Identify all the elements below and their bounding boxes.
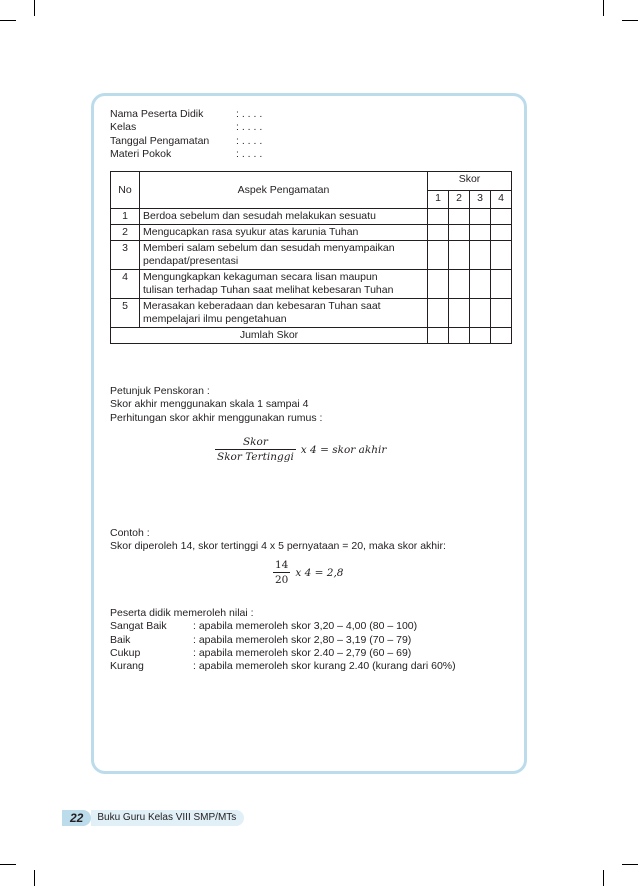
score-cell[interactable]: [428, 299, 449, 328]
score-cell[interactable]: [449, 270, 470, 299]
info-label: Materi Pokok: [110, 147, 172, 160]
info-row: [110, 135, 262, 148]
row-aspek-line: Mengungkapkan kekaguman secara lisan maupun: [143, 271, 378, 283]
table-footer-row: [111, 328, 512, 344]
score-cell[interactable]: [470, 328, 491, 344]
grade-row: [110, 647, 456, 660]
row-aspek-line: Mengucapkan rasa syukur atas karunia Tuhan: [143, 226, 359, 238]
score-cell[interactable]: [428, 328, 449, 344]
row-aspek: [140, 209, 428, 225]
grade-desc: : apabila memeroleh skor 2,80 – 3,19 (70 – 79): [193, 633, 412, 646]
score-col-4: 4: [491, 190, 512, 209]
score-cell[interactable]: [491, 328, 512, 344]
grade-desc: : apabila memeroleh skor 2.40 – 2,79 (60 – 69): [193, 646, 412, 659]
header-skor: Skor: [428, 172, 512, 191]
row-no: 1: [111, 209, 140, 225]
row-no: 5: [111, 299, 140, 328]
score-cell[interactable]: [428, 270, 449, 299]
grades-title: Peserta didik memeroleh nilai :: [110, 607, 254, 619]
row-aspek: [140, 299, 428, 328]
row-aspek-line: Berdoa sebelum dan sesudah melakukan sesuatu: [143, 210, 376, 222]
page-number: 22: [62, 810, 91, 826]
score-cell[interactable]: [470, 299, 491, 328]
crop-mark: [603, 870, 604, 886]
row-aspek-line: pendapat/presentasi: [143, 255, 239, 267]
header-aspek: Aspek Pengamatan: [140, 172, 428, 209]
info-row: [110, 121, 262, 134]
header-no: No: [111, 172, 140, 209]
row-aspek: [140, 270, 428, 299]
formula-denominator: Skor Tertinggi: [217, 451, 294, 463]
grade-row: [110, 660, 456, 673]
grade-row: [110, 634, 456, 647]
instructions-title: Petunjuk Penskoran :: [110, 385, 210, 397]
score-cell[interactable]: [470, 225, 491, 241]
crop-mark: [0, 20, 16, 21]
score-cell[interactable]: [449, 225, 470, 241]
info-label: Tanggal Pengamatan: [110, 134, 210, 147]
info-value: : . . . .: [236, 134, 263, 147]
scoring-instructions: [110, 385, 322, 425]
grade-row: [110, 620, 456, 633]
example-denominator: 20: [275, 574, 289, 586]
row-aspek-line: Memberi salam sebelum dan sesudah menyampaikan: [143, 242, 395, 254]
observation-table: [110, 171, 512, 344]
example-formula: [273, 559, 344, 586]
crop-mark: [603, 0, 604, 16]
score-cell[interactable]: [470, 270, 491, 299]
score-cell[interactable]: [470, 241, 491, 270]
score-cell[interactable]: [491, 270, 512, 299]
crop-mark: [0, 864, 16, 865]
score-cell[interactable]: [449, 299, 470, 328]
score-cell[interactable]: [449, 209, 470, 225]
score-col-3: 3: [470, 190, 491, 209]
row-aspek-line: mempelajari ilmu pengetahuan: [143, 313, 287, 325]
score-col-2: 2: [449, 190, 470, 209]
row-aspek: [140, 241, 428, 270]
row-no: 4: [111, 270, 140, 299]
row-no: 3: [111, 241, 140, 270]
score-cell[interactable]: [449, 328, 470, 344]
grade-label: Baik: [110, 633, 131, 646]
table-row: [111, 241, 512, 270]
crop-mark: [34, 870, 35, 886]
info-value: : . . . .: [236, 147, 263, 160]
row-no: 2: [111, 225, 140, 241]
crop-mark: [622, 864, 638, 865]
crop-mark: [622, 20, 638, 21]
grade-criteria: [110, 607, 456, 673]
example-numerator: 14: [275, 559, 289, 571]
grade-desc: : apabila memeroleh skor 3,20 – 4,00 (80 – 100): [193, 620, 418, 633]
score-cell[interactable]: [428, 225, 449, 241]
row-aspek-line: tulisan terhadap Tuhan saat melihat kebesaran Tuhan: [143, 284, 394, 296]
info-row: [110, 148, 262, 161]
instructions-line: Skor akhir menggunakan skala 1 sampai 4: [110, 398, 309, 411]
grade-label: Cukup: [110, 646, 141, 659]
score-cell[interactable]: [491, 225, 512, 241]
student-info: [110, 108, 262, 161]
score-cell[interactable]: [449, 241, 470, 270]
formula-numerator: Skor: [242, 436, 268, 448]
row-aspek: [140, 225, 428, 241]
score-cell[interactable]: [428, 209, 449, 225]
grade-label: Kurang: [110, 660, 144, 673]
table-row: [111, 209, 512, 225]
example-line: Skor diperoleh 14, skor tertinggi 4 x 5 pernyataan = 20, maka skor akhir:: [110, 540, 446, 553]
crop-mark: [34, 0, 35, 16]
row-aspek-line: Merasakan keberadaan dan kebesaran Tuhan saat: [143, 300, 381, 312]
score-cell[interactable]: [428, 241, 449, 270]
info-value: : . . . .: [236, 121, 263, 134]
grade-label: Sangat Baik: [110, 620, 167, 633]
page-footer: [62, 810, 244, 826]
info-value: : . . . .: [236, 108, 263, 120]
total-score-label: Jumlah Skor: [111, 328, 428, 344]
info-label: Kelas: [110, 121, 137, 134]
example-section: [110, 527, 446, 554]
score-cell[interactable]: [491, 299, 512, 328]
grade-desc: : apabila memeroleh skor kurang 2.40 (kurang dari 60%): [193, 660, 456, 673]
formula-rest: x 4 = skor akhir: [300, 443, 387, 456]
score-cell[interactable]: [491, 209, 512, 225]
table-row: [111, 225, 512, 241]
score-col-1: 1: [428, 190, 449, 209]
table-row: [111, 270, 512, 299]
formula-fraction: [215, 436, 296, 463]
score-cell[interactable]: [470, 209, 491, 225]
info-row: [110, 108, 262, 121]
info-label: Nama Peserta Didik: [110, 108, 204, 120]
instructions-line: Perhitungan skor akhir menggunakan rumus :: [110, 411, 323, 424]
example-fraction: [273, 559, 290, 586]
example-title: Contoh :: [110, 527, 150, 539]
score-cell[interactable]: [491, 241, 512, 270]
table-row: [111, 299, 512, 328]
score-formula: [215, 436, 386, 463]
table-header-row: [111, 172, 512, 191]
book-title: Buku Guru Kelas VIII SMP/MTs: [91, 810, 244, 826]
example-rest: x 4 = 2,8: [295, 566, 344, 579]
